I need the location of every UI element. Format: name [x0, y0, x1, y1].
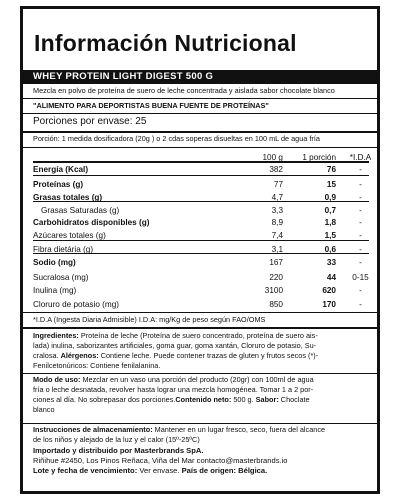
nutrient-value: 33	[326, 258, 336, 267]
nutrient-value: 0,6	[324, 245, 336, 254]
table-row	[33, 285, 369, 297]
table-header-cell: *I.D.A	[349, 153, 372, 162]
ingredients-text: Proteína de leche (Proteína de suero concentrado, proteína de suero ais-	[78, 331, 318, 340]
ingredients-text: lada) inulina, saborizantes artificiales, goma guar, goma xantán, Cloruro de potasio, Su-	[33, 341, 317, 350]
divider	[23, 327, 377, 329]
nutrient-value: -	[359, 180, 362, 189]
importer-label: Importado y distribuido por Masterbrands SpA.	[33, 446, 204, 455]
usage-label: Modo de uso:	[33, 375, 81, 384]
table-header-cell: 100 g	[262, 153, 283, 162]
nutrient-name: Sodio (mg)	[33, 258, 76, 267]
ingredients-label: Ingredientes:	[33, 331, 79, 340]
divider	[23, 98, 377, 99]
nutrient-value: 382	[269, 165, 283, 174]
nutrient-value: 3,3	[271, 206, 283, 215]
nutrient-value: 8,9	[271, 218, 283, 227]
usage-text: Mezclar en un vaso una porción del producto (20gr) con 100ml de agua	[80, 375, 314, 384]
nutrient-value: 76	[326, 165, 336, 174]
nutrient-name: Sucralosa (mg)	[33, 273, 89, 282]
origin-label: País de origen: Bélgica.	[181, 466, 268, 475]
nutrient-value: 15	[326, 180, 336, 189]
usage-text: fría o leche desnatada, revolver hasta lograr una mezcla homogénea. Tomar 1 a 2 por-	[33, 385, 314, 394]
table-row	[33, 192, 369, 204]
flavor-label: Sabor:	[255, 395, 279, 404]
flavor-value-cont: blanco	[33, 405, 55, 414]
lot-value: Ver envase.	[137, 466, 182, 475]
table-row	[33, 217, 369, 229]
nutrient-value: -	[359, 206, 362, 215]
table-row	[33, 272, 369, 284]
lot-label: Lote y fecha de vencimiento:	[33, 466, 138, 475]
nutrient-value: 3,1	[271, 245, 283, 254]
ingredients-text: cralosa.	[33, 351, 61, 360]
nutrient-value: 77	[273, 180, 283, 189]
servings-per-container: Porciones por envase: 25	[33, 116, 147, 127]
slogan: "ALIMENTO PARA DEPORTISTAS BUENA FUENTE DE PROTEÍNAS"	[33, 101, 269, 110]
nutrient-value: 4,7	[271, 193, 283, 202]
nutrient-value: 167	[269, 258, 283, 267]
nutrient-name: Proteínas (g)	[33, 180, 84, 189]
usage-section	[33, 375, 369, 415]
table-row	[33, 299, 369, 311]
ingredients-section	[33, 331, 369, 371]
nutrient-value: -	[359, 245, 362, 254]
nutrient-value: 3100	[264, 286, 283, 295]
importer-address: Riñihue #2450, Los Pinos Reñaca, Viña del Mar contacto@masterbrands.io	[33, 456, 288, 465]
nutrient-name: Inulina (mg)	[33, 286, 77, 295]
net-content-value: 500 g.	[231, 395, 256, 404]
nutrition-label	[20, 6, 380, 494]
nutrient-value: 0,9	[324, 193, 336, 202]
divider	[23, 423, 377, 424]
table-header-cell: 1 porción	[302, 153, 336, 162]
allergen-text: Contiene leche. Puede contener trazas de gluten y frutos secos (*)-	[98, 351, 319, 360]
divider	[23, 147, 377, 148]
divider	[23, 131, 377, 133]
nutrient-value: 0,7	[324, 206, 336, 215]
storage-section	[33, 425, 369, 445]
nutrient-name: Azúcares totales (g)	[33, 231, 106, 240]
table-row	[33, 244, 369, 256]
nutrient-name: Grasas Saturadas (g)	[41, 206, 120, 215]
table-divider	[33, 240, 369, 241]
nutrient-name: Cloruro de potasio (mg)	[33, 300, 120, 309]
nutrient-value: 1,5	[324, 231, 336, 240]
storage-label: Instrucciones de almacenamiento:	[33, 425, 153, 434]
phenylketonuric-warning: Fenilcetonúricos: Contiene fenilalanina.	[33, 361, 161, 370]
storage-text: Mantener en un lugar fresco, seco, fuera del alcance	[152, 425, 326, 434]
divider	[23, 312, 377, 313]
nutrient-value: -	[359, 300, 362, 309]
table-row	[33, 179, 369, 191]
table-row	[33, 205, 369, 217]
nutrient-value: -	[359, 193, 362, 202]
product-name-bar: WHEY PROTEIN LIGHT DIGEST 500 G	[23, 70, 377, 84]
nutrient-value: 44	[326, 273, 336, 282]
nutrient-value: -	[359, 218, 362, 227]
divider	[23, 113, 377, 114]
table-divider	[33, 253, 369, 254]
product-description: Mezcla en polvo de proteína de suero de leche concentrada y aislada sabor chocolate blanco	[33, 86, 335, 95]
nutrient-name: Carbohidratos disponibles (g)	[33, 218, 150, 227]
nutrient-name: Fibra dietária (g)	[33, 245, 94, 254]
nutrient-value: -	[359, 231, 362, 240]
nutrient-value: 220	[269, 273, 283, 282]
storage-text: de los niños y alejado de la luz y el calor (15º-25ºC)	[33, 435, 200, 444]
table-divider	[33, 201, 369, 202]
nutrient-value: -	[359, 286, 362, 295]
nutrient-value: 7,4	[271, 231, 283, 240]
nutrient-value: 1,8	[324, 218, 336, 227]
page-title: Información Nutricional	[34, 30, 297, 56]
nutrient-value: 620	[322, 286, 336, 295]
divider	[23, 373, 377, 374]
table-row	[33, 257, 369, 269]
flavor-value: Choclate	[278, 395, 310, 404]
table-divider	[33, 175, 369, 176]
nutrient-value: -	[359, 258, 362, 267]
net-content-label: Contenido neto:	[175, 395, 232, 404]
nutrient-value: 170	[322, 300, 336, 309]
nutrient-value: 0-15	[352, 273, 369, 282]
nutrient-name: Grasas totales (g)	[33, 193, 103, 202]
ida-note: *I.D.A (Ingesta Diaria Admisible) I.D.A: mg/Kg de peso según FAO/OMS	[33, 315, 266, 324]
portion-size: Porción: 1 medida dosificadora (20g ) o 2 cdas soperas disueltas en 100 mL de agua fría	[33, 134, 320, 143]
allergen-label: Alérgenos:	[60, 351, 99, 360]
table-divider	[33, 161, 369, 163]
importer-section	[33, 446, 369, 476]
nutrient-value: -	[359, 165, 362, 174]
nutrient-value: 850	[269, 300, 283, 309]
usage-text: ciones al día. No sobrepasar dos porciones.	[33, 395, 176, 404]
nutrient-name: Energía (Kcal)	[33, 165, 89, 174]
